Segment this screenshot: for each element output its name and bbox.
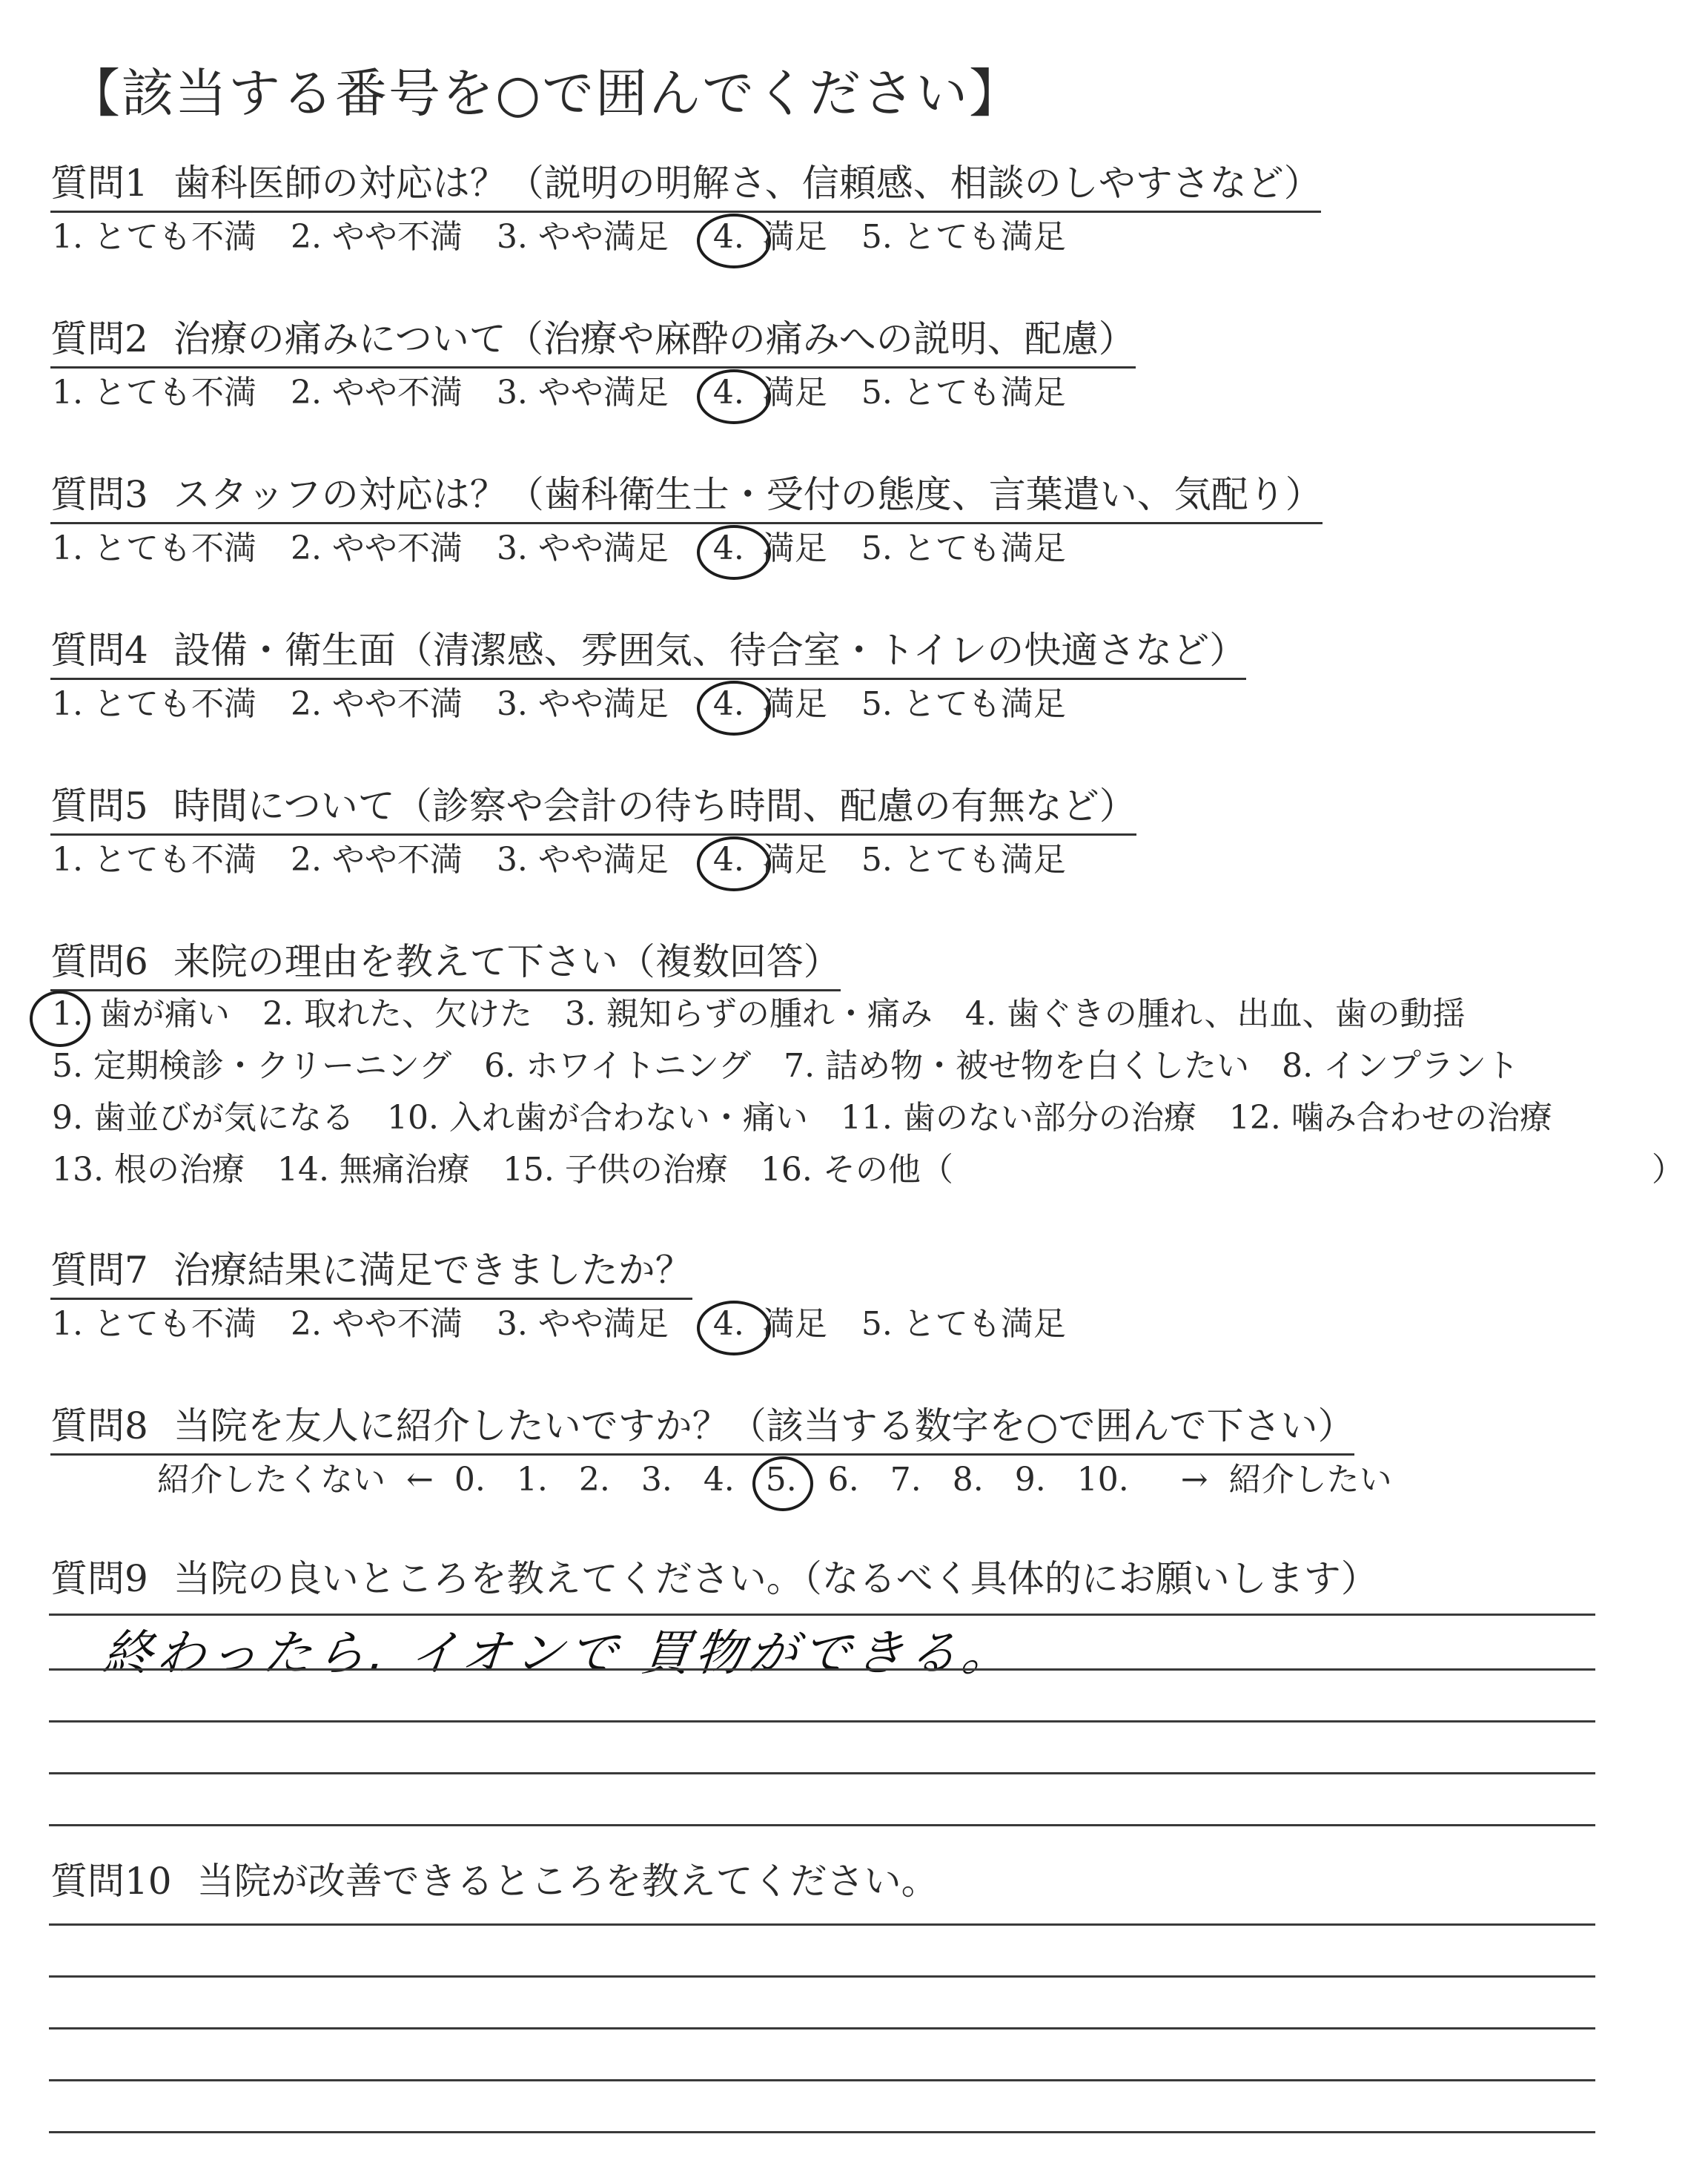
option-1[interactable]: 1. とても不満 [52,529,256,567]
option-2[interactable]: 2. やや不満 [290,685,463,723]
scale-7[interactable]: 7. [890,1461,921,1499]
scale-right-label: 紹介したい [1228,1461,1392,1499]
question-4-number: 質問4 [50,629,148,672]
question-5-options [52,838,1100,882]
reason-3[interactable]: 3. 親知らずの腫れ・痛み [564,995,933,1033]
scale-4[interactable]: 4. [703,1461,735,1499]
question-2 [50,314,1136,369]
option-5[interactable]: 5. とても満足 [861,374,1066,412]
scale-8[interactable]: 8. [952,1461,984,1499]
option-4-circled[interactable]: 4. [712,685,744,723]
question-7-options [52,1302,1100,1347]
scale-3[interactable]: 3. [640,1461,672,1499]
option-5[interactable]: 5. とても満足 [861,1305,1066,1343]
question-4-text: 設備・衛生面（清潔感、雰囲気、待合室・トイレの快適さなど） [173,629,1247,672]
question-6-number: 質問6 [50,940,148,983]
option-1[interactable]: 1. とても不満 [52,841,256,879]
question-6-text: 来院の理由を教えて下さい（複数回答） [173,940,841,983]
answer-line [49,1824,1595,1826]
question-3-text: スタッフの対応は？（歯科衛生士・受付の態度、言葉遣い、気配り） [173,473,1323,516]
option-4-label[interactable]: 満足 [761,529,827,567]
reason-11[interactable]: 11. 歯のない部分の治療 [840,1099,1196,1137]
scale-9[interactable]: 9. [1014,1461,1046,1499]
option-4-circled[interactable]: 4. [712,374,744,412]
scale-1[interactable]: 1. [516,1461,548,1499]
reason-8[interactable]: 8. インプラント [1282,1047,1520,1085]
option-3[interactable]: 3. やや満足 [496,218,669,256]
reason-15[interactable]: 15. 子供の治療 [502,1151,728,1189]
option-2[interactable]: 2. やや不満 [290,1305,463,1343]
scale-6[interactable]: 6. [827,1461,859,1499]
question-1-text: 歯科医師の対応は？（説明の明解さ、信頼感、相談のしやすさなど） [173,162,1321,205]
question-3 [50,470,1323,524]
question-1 [50,159,1321,213]
question-8 [50,1401,1354,1456]
option-4-label[interactable]: 満足 [761,841,827,879]
option-3[interactable]: 3. やや満足 [496,374,669,412]
question-7-text: 治療結果に満足できましたか？ [173,1249,692,1292]
question-5-text: 時間について（診察や会計の待ち時間、配慮の有無など） [173,785,1136,828]
question-4-options [52,682,1100,727]
reason-12[interactable]: 12. 噛み合わせの治療 [1228,1099,1552,1137]
option-1[interactable]: 1. とても不満 [52,685,256,723]
option-4-circled[interactable]: 4. [712,841,744,879]
question-9 [50,1554,1378,1606]
answer-line [49,2079,1595,2081]
reason-row-2 [52,1044,1552,1089]
reason-row-4 [52,1148,1684,1192]
reason-13[interactable]: 13. 根の治療 [52,1151,245,1189]
option-5[interactable]: 5. とても満足 [861,529,1066,567]
reason-6[interactable]: 6. ホワイトニング [484,1047,752,1085]
reason-2[interactable]: 2. 取れた、欠けた [262,995,532,1033]
question-7-number: 質問7 [50,1249,148,1292]
option-4-circled[interactable]: 4. [712,218,744,256]
reason-1-label[interactable]: 歯が痛い [99,995,230,1033]
question-1-options [52,215,1100,260]
option-4-label[interactable]: 満足 [761,1305,827,1343]
option-5[interactable]: 5. とても満足 [861,685,1066,723]
answer-line [49,1923,1595,1926]
reason-14[interactable]: 14. 無痛治療 [277,1151,470,1189]
recommend-scale [157,1458,1392,1502]
scale-left-label: 紹介したくない [157,1461,385,1499]
answer-line [49,1772,1595,1774]
page-heading: 【該当する番号を○で囲んでください】 [68,63,1023,124]
question-4 [50,626,1246,680]
option-3[interactable]: 3. やや満足 [496,685,669,723]
question-2-text: 治療の痛みについて（治療や麻酔の痛みへの説明、配慮） [173,317,1136,360]
reason-1-circled[interactable]: 1. [52,995,83,1033]
answer-line [49,1720,1595,1723]
question-1-number: 質問1 [50,162,148,205]
reason-4[interactable]: 4. 歯ぐきの腫れ、出血、歯の動揺 [964,995,1466,1033]
option-3[interactable]: 3. やや満足 [496,529,669,567]
right-arrow-icon: → [1180,1461,1208,1499]
scale-5-circled[interactable]: 5. [765,1461,797,1499]
option-4-label[interactable]: 満足 [761,374,827,412]
option-4-label[interactable]: 満足 [761,218,827,256]
other-close-paren: ） [1652,1151,1684,1189]
reason-row-1 [52,992,1498,1037]
option-2[interactable]: 2. やや不満 [290,374,463,412]
reason-7[interactable]: 7. 詰め物・被せ物を白くしたい [784,1047,1250,1085]
answer-line [49,2131,1595,2133]
question-8-number: 質問8 [50,1404,148,1447]
option-4-circled[interactable]: 4. [712,1305,744,1343]
option-1[interactable]: 1. とても不満 [52,1305,256,1343]
question-5 [50,782,1136,836]
answer-line [49,1668,1595,1671]
question-10 [50,1857,939,1909]
reason-row-3 [52,1096,1585,1140]
scale-2[interactable]: 2. [578,1461,610,1499]
left-arrow-icon: ← [406,1461,434,1499]
question-5-number: 質問5 [50,785,148,828]
question-2-number: 質問2 [50,317,148,360]
question-8-text: 当院を友人に紹介したいですか？（該当する数字を○で囲んで下さい） [173,1404,1355,1447]
option-1[interactable]: 1. とても不満 [52,218,256,256]
option-3[interactable]: 3. やや満足 [496,1305,669,1343]
question-10-text: 当院が改善できるところを教えてください。 [196,1860,939,1903]
option-5[interactable]: 5. とても満足 [861,218,1066,256]
option-2[interactable]: 2. やや不満 [290,218,463,256]
reason-5[interactable]: 5. 定期検診・クリーニング [52,1047,452,1085]
option-4-circled[interactable]: 4. [712,529,744,567]
option-4-label[interactable]: 満足 [761,685,827,723]
reason-9[interactable]: 9. 歯並びが気になる [52,1099,354,1137]
question-7 [50,1246,692,1300]
question-2-options [52,371,1100,415]
question-3-number: 質問3 [50,473,148,516]
option-2[interactable]: 2. やや不満 [290,529,463,567]
question-9-handwritten-answer[interactable]: 終わったら. イオンで 買物ができる。 [100,1625,1019,1682]
option-1[interactable]: 1. とても不満 [52,374,256,412]
question-9-text: 当院の良いところを教えてください。（なるべく具体的にお願いします） [173,1557,1378,1600]
reason-16-other[interactable]: 16. その他（ [760,1151,953,1189]
question-9-number: 質問9 [50,1557,148,1600]
option-3[interactable]: 3. やや満足 [496,841,669,879]
option-2[interactable]: 2. やや不満 [290,841,463,879]
scale-10[interactable]: 10. [1076,1461,1129,1499]
question-3-options [52,526,1100,571]
question-10-number: 質問10 [50,1860,172,1903]
question-6 [50,937,841,991]
answer-line [49,1975,1595,1978]
scale-0[interactable]: 0. [454,1461,486,1499]
reason-10[interactable]: 10. 入れ歯が合わない・痛い [386,1099,808,1137]
option-5[interactable]: 5. とても満足 [861,841,1066,879]
answer-line [49,2027,1595,2029]
